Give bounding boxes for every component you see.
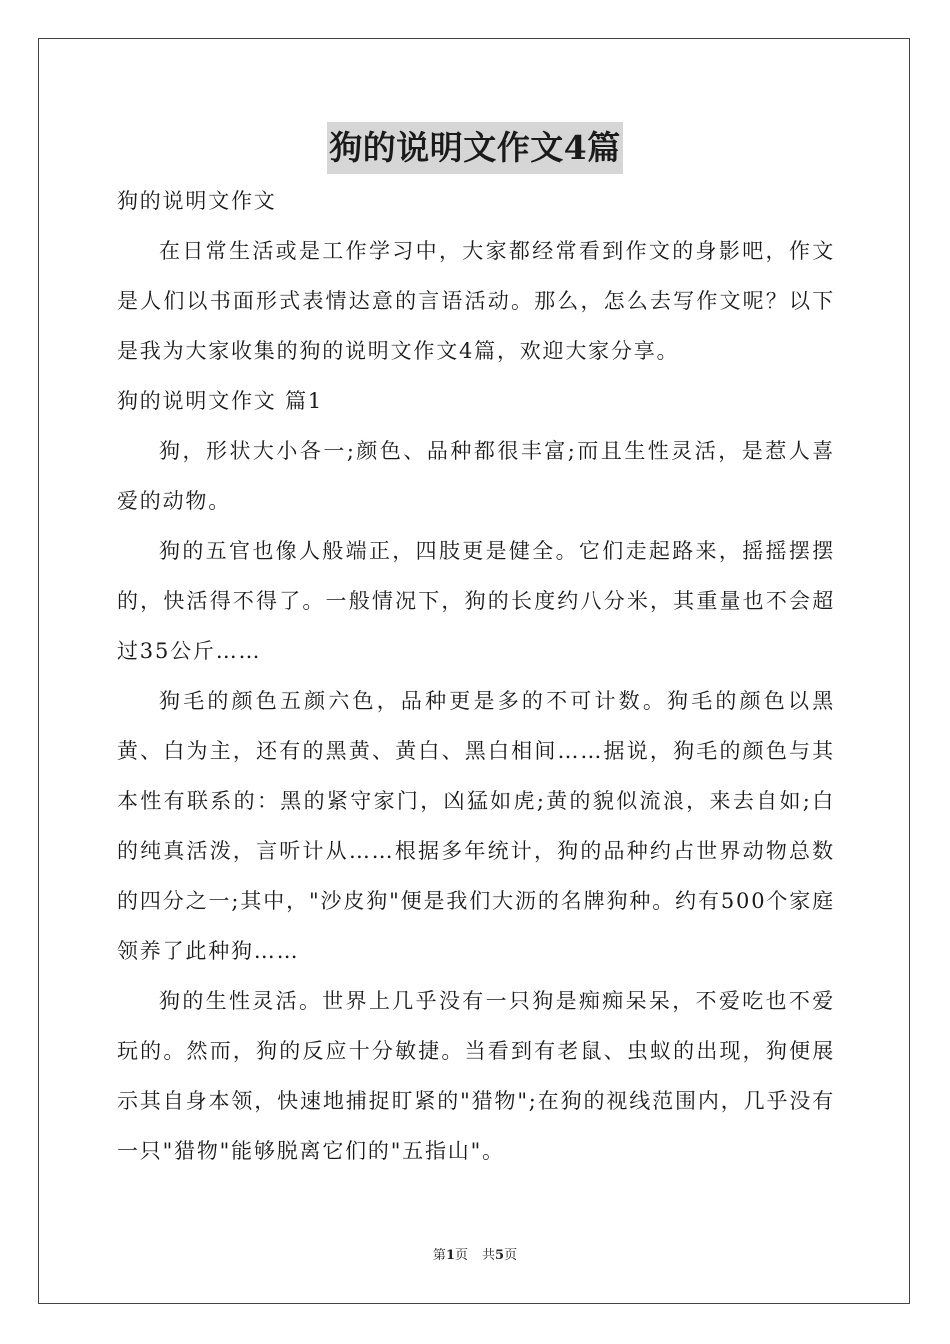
paragraph: 在日常生活或是工作学习中，大家都经常看到作文的身影吧，作文是人们以书面形式表情达意的言语活动。那么，怎么去写作文呢？以下是我为大家收集的狗的说明文作文4篇，欢迎大家分享。 bbox=[117, 239, 835, 363]
paragraph: 狗毛的颜色五颜六色，品种更是多的不可计数。狗毛的颜色以黑黄、白为主，还有的黑黄、黄白、黑白相间……据说，狗毛的颜色与其本性有联系的：黑的紧守家门，凶猛如虎;黄的貌似流浪，来去自如;白的纯真活泼，言听计从……根据多年统计，狗的品种约占世界动物总数的四分之一;其中，"沙皮狗"便是我们大沥的名牌狗种。约有500个家庭领养了此种狗…… bbox=[117, 689, 835, 963]
page-number: 1 bbox=[445, 1248, 455, 1263]
paragraph: 狗的生性灵活。世界上几乎没有一只狗是痴痴呆呆，不爱吃也不爱玩的。然而，狗的反应十分敏捷。当看到有老鼠、虫蚁的出现，狗便展示其自身本领，快速地捕捉盯紧的"猎物";在狗的视线范围内，几乎没有一只"猎物"能够脱离它们的"五指山"。 bbox=[117, 989, 835, 1163]
paragraph: 狗的五官也像人般端正，四肢更是健全。它们走起路来，摇摇摆摆的，快活得不得了。一般情况下，狗的长度约八分米，其重量也不会超过35公斤…… bbox=[117, 539, 835, 663]
paragraph: 狗，形状大小各一;颜色、品种都很丰富;而且生性灵活，是惹人喜爱的动物。 bbox=[117, 439, 835, 513]
page-suffix: 页 bbox=[454, 1248, 468, 1263]
total-pages: 5 bbox=[495, 1248, 505, 1263]
title-container bbox=[0, 122, 950, 174]
paragraph: 狗的说明文作文 bbox=[117, 189, 277, 213]
document-title: 狗的说明文作文4篇 bbox=[327, 122, 622, 174]
total-prefix: 共 bbox=[482, 1248, 496, 1263]
document-body bbox=[117, 176, 835, 1176]
page-footer bbox=[0, 1244, 950, 1263]
total-suffix: 页 bbox=[504, 1248, 518, 1263]
page-prefix: 第 bbox=[432, 1248, 446, 1263]
section-heading: 狗的说明文作文 篇1 bbox=[117, 389, 324, 413]
